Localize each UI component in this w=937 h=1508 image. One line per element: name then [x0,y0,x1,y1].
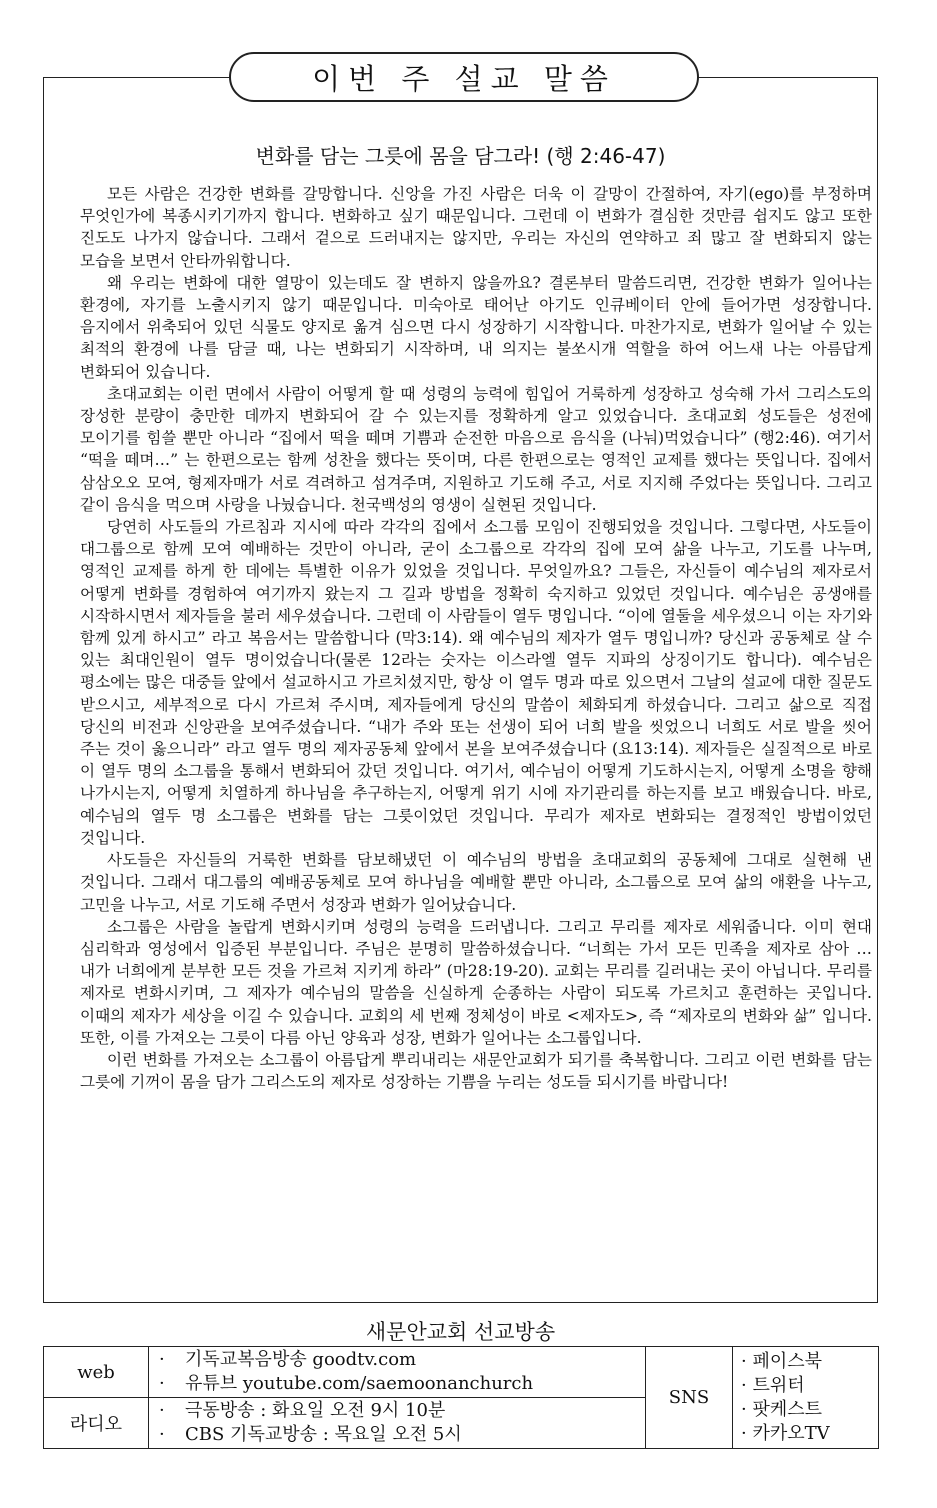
paragraph: 왜 우리는 변화에 대한 열망이 있는데도 잘 변하지 않을까요? 결론부터 말씀드리면, 건강한 변화가 일어나는 환경에, 자기를 노출시키지 않기 때문입니다. 미숙아로 태어난 아기도 인큐베이터 안에 들어가면 성장합니다. 음지에서 위축되어 있던 식물도 양지로 옮겨 심으면 다시 성장하기 시작합니다. 마찬가지로, 변화가 일어날 수 있는 최적의 환경에 나를 담글 때, 나는 변화되기 시작하며, 내 의지는 불쏘시개 역할을 하여 어느새 나는 아름답게 변화되어 있습니다. [80,273,872,381]
list-item [159,1399,645,1423]
web-items [149,1347,646,1398]
paragraph: 초대교회는 이런 면에서 사람이 어떻게 할 때 성령의 능력에 힘입어 거룩하게 성장하고 성숙해 가서 그리스도의 장성한 분량이 충만한 데까지 변화되어 갈 수 있는지를 정확하게 알고 있었습니다. 초대교회 성도들은 성전에 모이기를 힘쓸 뿐만 아니라 “집에서 떡을 떼며 기쁨과 순전한 마음으로 음식을 (나눠)먹었습니다” (행2:46). 여기서 “떡을 떼며…” 는 한편으로는 함께 성찬을 했다는 뜻이며, 다른 한편으로는 영적인 교제를 했다는 뜻입니다. 집에서 삼삼오오 모여, 형제자매가 서로 격려하고 섬겨주며, 지원하고 기도해 주고, 서로 지지해 주었다는 뜻입니다. 그리고 같이 음식을 먹으며 사랑을 나눴습니다. 천국백성의 영생이 실현된 것입니다. [80,384,872,514]
list-item [159,1423,645,1447]
list-item [159,1348,645,1372]
list-item: · 페이스북 [741,1350,822,1372]
list-item: · 트위터 [741,1374,805,1396]
bullet: · [159,1349,165,1370]
sermon-body [80,183,872,1093]
web-item: 기독교복음방송 goodtv.com [185,1349,417,1370]
list-item: · 카카오TV [741,1422,830,1444]
broadcast-title: 새문안교회 선교방송 [365,1320,556,1344]
web-item: 유튜브 youtube.com/saemoonanchurch [185,1373,534,1394]
radio-label: 라디오 [44,1398,149,1449]
paragraph: 당연히 사도들의 가르침과 지시에 따라 각각의 집에서 소그룹 모임이 진행되었을 것입니다. 그렇다면, 사도들이 대그룹으로 함께 모여 예배하는 것만이 아니라, 굳이 소그룹으로 각각의 집에 모여 삶을 나누고, 기도를 나누며, 영적인 교제를 하게 한 데에는 특별한 이유가 있었을 것입니다. 무엇일까요? 그들은, 자신들이 예수님의 제자로서 어떻게 변화를 경험하여 여기까지 왔는지 그 길과 방법을 정확히 숙지하고 있었던 것입니다. 예수님은 공생애를 시작하시면서 제자들을 불러 세우셨습니다. 그런데 이 사람들이 열두 명입니다. “이에 열둘을 세우셨으니 이는 자기와 함께 있게 하시고” 라고 복음서는 말씀합니다 (막3:14). 왜 예수님의 제자가 열두 명입니까? 당신과 공동체로 살 수 있는 최대인원이 열두 명이었습니다(물론 12라는 숫자는 이스라엘 열두 지파의 상징이기도 합니다). 예수님은 평소에는 많은 대중들 앞에서 설교하시고 가르치셨지만, 항상 이 열두 명과 따로 있으면서 그날의 설교에 대한 질문도 받으시고, 세부적으로 다시 가르쳐 주시며, 제자들에게 당신의 말씀이 체화되게 하셨습니다. 그리고 삶으로 직접 당신의 비전과 신앙관을 보여주셨습니다. “내가 주와 또는 선생이 되어 너희 발을 씻었으니 너희도 서로 발을 씻어 주는 것이 옳으니라” 라고 열두 명의 제자공동체 앞에서 본을 보여주셨습니다 (요13:14). 제자들은 실질적으로 바로 이 열두 명의 소그룹을 통해서 변화되어 갔던 것입니다. 여기서, 예수님이 어떻게 기도하시는지, 어떻게 소명을 향해 나가시는지, 어떻게 치열하게 하나님을 추구하는지, 어떻게 위기 시에 자기관리를 하는지를 보고 배웠습니다. 바로, 예수님의 열두 명 소그룹은 변화를 담는 그릇이었던 것입니다. 무리가 제자로 변화되는 결정적인 방법이었던 것입니다. [80,518,872,847]
sermon-title: 변화를 담는 그릇에 몸을 담그라! (행 2:46-47) [255,144,666,168]
bullet: · [159,1400,165,1421]
bullet: · [159,1424,165,1445]
paragraph: 이런 변화를 가져오는 소그룹이 아름답게 뿌리내리는 새문안교회가 되기를 축복합니다. 그리고 이런 변화를 담는 그릇에 기꺼이 몸을 담가 그리스도의 제자로 성장하는 기쁨을 누리는 성도들 되시기를 바랍니다! [80,1050,872,1092]
radio-items [149,1398,646,1449]
sns-label: SNS [646,1347,733,1449]
title-box [229,52,699,102]
page-title: 이번 주 설교 말씀 [312,61,616,96]
paragraph: 모든 사람은 건강한 변화를 갈망합니다. 신앙을 가진 사람은 더욱 이 갈망이 간절하여, 자기(ego)를 부정하며 무엇인가에 복종시키기까지 합니다. 변화하고 싶기 때문입니다. 그런데 이 변화가 결심한 것만큼 쉽지도 않고 또한 진도도 나가지 않습니다. 그래서 겉으로 드러내지는 않지만, 우리는 자신의 연약하고 죄 많고 잘 변화되지 않는 모습을 보면서 안타까워합니다. [80,185,872,270]
paragraph: 사도들은 자신들의 거룩한 변화를 담보해냈던 이 예수님의 방법을 초대교회의 공동체에 그대로 실현해 낸 것입니다. 그래서 대그룹의 예배공동체로 모여 하나님을 예배할 뿐만 아니라, 소그룹으로 모여 삶의 애환을 나누고, 고민을 나누고, 서로 기도해 주면서 성장과 변화가 일어났습니다. [80,851,872,914]
bullet: · [159,1373,165,1394]
broadcast-table [43,1346,879,1449]
list-item [159,1372,645,1396]
web-label: web [44,1347,149,1398]
paragraph: 소그룹은 사람을 놀랍게 변화시키며 성령의 능력을 드러냅니다. 그리고 무리를 제자로 세워줍니다. 이미 현대 심리학과 영성에서 입증된 부분입니다. 주님은 분명히 말씀하셨습니다. “너희는 가서 모든 민족을 제자로 삼아 … 내가 너희에게 분부한 모든 것을 가르쳐 지키게 하라” (마28:19-20). 교회는 무리를 길러내는 곳이 아닙니다. 무리를 제자로 변화시키며, 그 제자가 예수님의 말씀을 신실하게 순종하는 사람이 되도록 가르치고 훈련하는 곳입니다. 이때의 제자가 세상을 이길 수 있습니다. 교회의 세 번째 정체성이 바로 <제자도>, 즉 “제자로의 변화와 삶” 입니다. 또한, 이를 가져오는 그릇이 다름 아닌 양육과 성장, 변화가 일어나는 소그룹입니다. [80,917,872,1047]
radio-item: 극동방송 : 화요일 오전 9시 10분 [185,1400,446,1421]
sns-items [733,1347,879,1449]
list-item: · 팟케스트 [741,1398,822,1420]
radio-item: CBS 기독교방송 : 목요일 오전 5시 [185,1424,462,1445]
